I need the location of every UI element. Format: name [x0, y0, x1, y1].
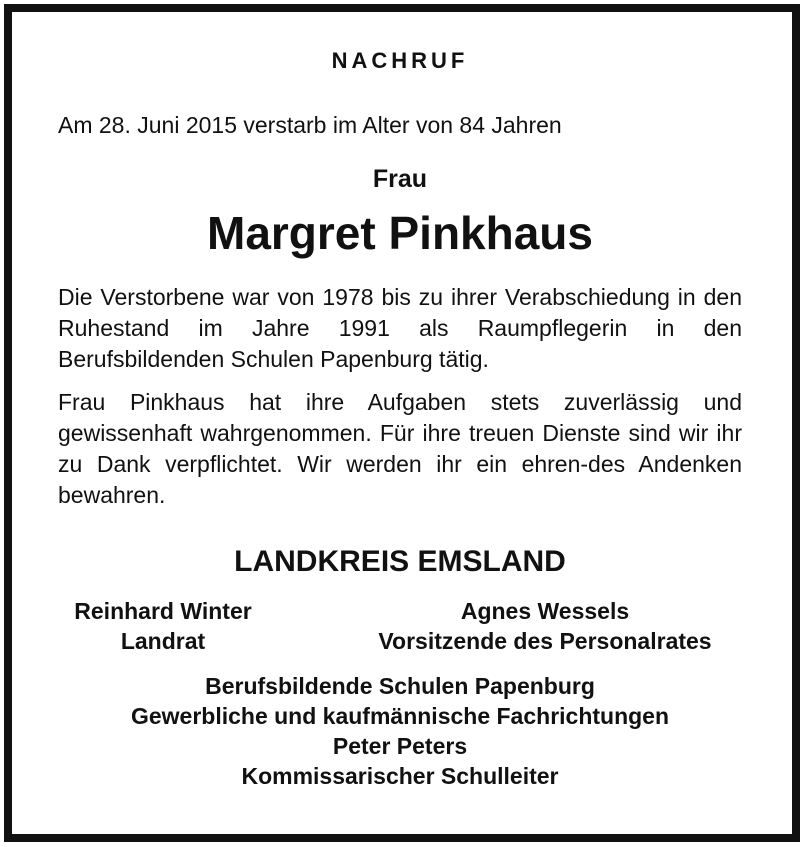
signatory-block-left: [58, 596, 268, 656]
signatory-block-right: [345, 596, 745, 656]
school-head-name: Peter Peters: [332, 733, 468, 759]
tribute-paragraph: Frau Pinkhaus hat ihre Aufgaben stets zuverlässig und gewissenhaft wahrgenommen. Für ihre treuen Dienste sind wir ihr zu Dank verpflichtet. Wir werden ihr ein ehren-des Andenken bewahren.: [58, 389, 742, 508]
signatory-name: Reinhard Winter: [74, 598, 252, 624]
signatory-name: Agnes Wessels: [460, 598, 630, 624]
school-name: Berufsbildende Schulen Papenburg: [205, 673, 595, 699]
service-paragraph: Die Verstorbene war von 1978 bis zu ihrer Verabschiedung in den Ruhestand im Jahre 1991 als Raumpflegerin in den Berufsbildenden Schulen Papenburg tätig.: [58, 284, 742, 372]
school-department: Gewerbliche und kaufmännische Fachrichtungen: [130, 703, 670, 729]
deceased-name: Margret Pinkhaus: [207, 207, 593, 259]
intro-line: Am 28. Juni 2015 verstarb im Alter von 84 Jahren: [58, 112, 562, 138]
salutation: Frau: [372, 165, 428, 193]
signatory-title: Landrat: [120, 628, 206, 654]
signatory-title: Vorsitzende des Personalrates: [378, 628, 712, 654]
notice-heading: NACHRUF: [331, 48, 469, 73]
organization-name: LANDKREIS EMSLAND: [234, 545, 566, 578]
school-head-title: Kommissarischer Schulleiter: [241, 763, 559, 789]
school-signature-block: [0, 671, 800, 791]
